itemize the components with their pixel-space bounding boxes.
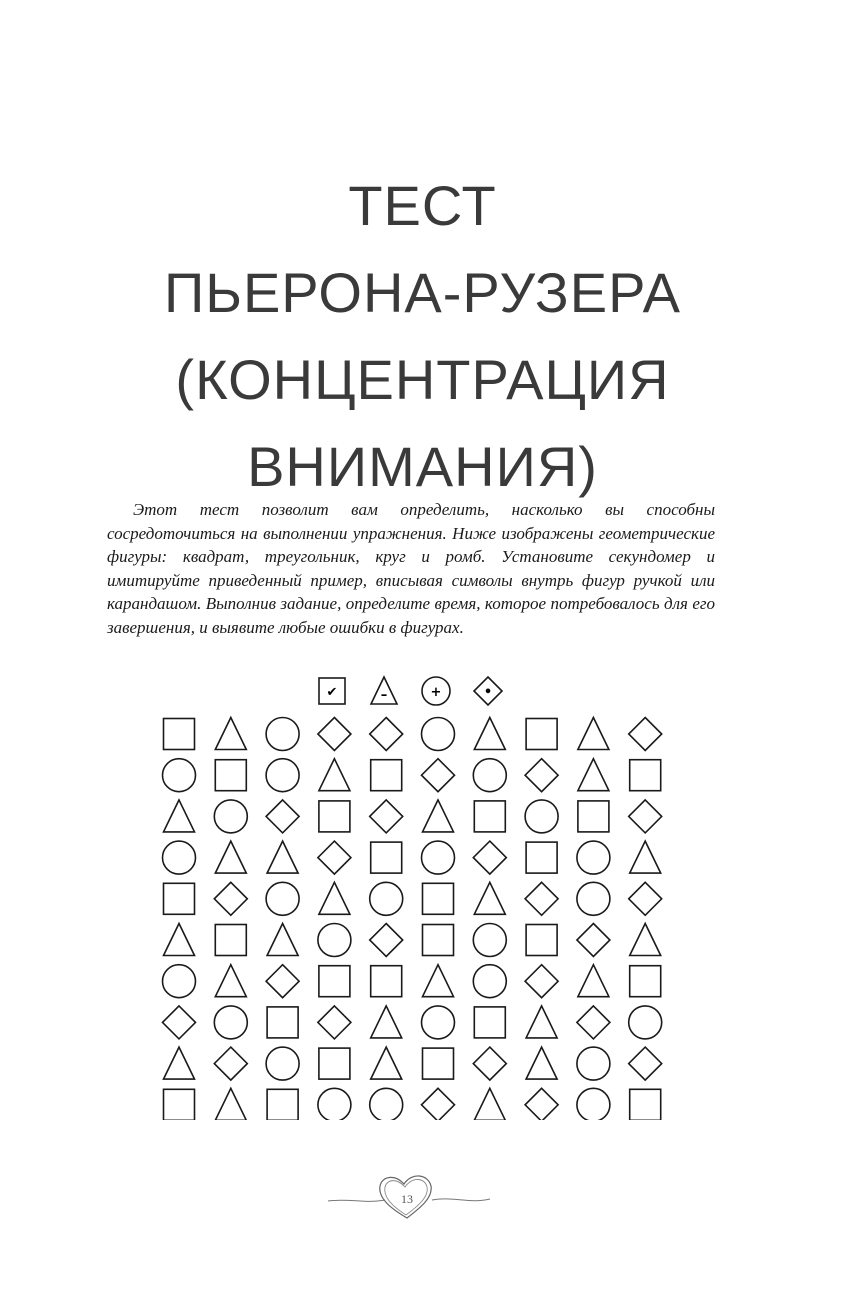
diamond-shape (318, 718, 351, 751)
triangle-shape (474, 1088, 505, 1120)
square-shape (319, 801, 350, 832)
circle-shape (370, 882, 403, 915)
circle-shape (318, 1088, 351, 1120)
triangle-shape (215, 718, 246, 750)
circle-shape (422, 841, 455, 874)
diamond-shape (629, 718, 662, 751)
circle-shape (318, 924, 351, 957)
circle-shape (577, 882, 610, 915)
triangle-shape (267, 841, 298, 873)
shape-grid (0, 700, 845, 1120)
triangle-shape (164, 800, 195, 832)
diamond-shape (370, 718, 403, 751)
triangle-shape (319, 882, 350, 914)
triangle-shape (630, 841, 661, 873)
triangle-shape (630, 924, 661, 956)
circle-shape (370, 1088, 403, 1120)
square-shape (630, 1089, 661, 1120)
circle-shape (473, 759, 506, 792)
diamond-shape (266, 965, 299, 998)
diamond-shape (525, 882, 558, 915)
diamond-shape (422, 759, 455, 792)
legend-symbol: – (380, 688, 388, 703)
square-shape (319, 1048, 350, 1079)
diamond-shape (525, 759, 558, 792)
triangle-shape (215, 965, 246, 997)
diamond-shape (473, 1047, 506, 1080)
circle-shape (422, 1006, 455, 1039)
diamond-shape (318, 1006, 351, 1039)
square-shape (526, 925, 557, 956)
square-shape (423, 883, 454, 914)
square-shape (371, 760, 402, 791)
square-shape (371, 966, 402, 997)
circle-shape (214, 1006, 247, 1039)
triangle-shape (319, 759, 350, 791)
title-line-4: ВНИМАНИЯ) (247, 435, 598, 498)
circle-shape (473, 965, 506, 998)
triangle-shape (215, 841, 246, 873)
square-shape (215, 760, 246, 791)
triangle-shape (474, 718, 505, 750)
triangle-shape (578, 759, 609, 791)
square-shape (267, 1089, 298, 1120)
square-shape (474, 1007, 505, 1038)
square-shape (267, 1007, 298, 1038)
diamond-shape (318, 841, 351, 874)
diamond-shape (629, 1047, 662, 1080)
square-shape (526, 842, 557, 873)
circle-shape (422, 718, 455, 751)
page-number: 13 (401, 1192, 413, 1206)
circle-shape (266, 1047, 299, 1080)
title-line-2: ПЬЕРОНА-РУЗЕРА (163, 261, 682, 324)
triangle-shape (164, 924, 195, 956)
page-title (0, 162, 845, 510)
diamond-shape (577, 1006, 610, 1039)
heart-icon (0, 1162, 845, 1232)
diamond-shape (525, 965, 558, 998)
circle-shape (163, 759, 196, 792)
circle-shape (577, 841, 610, 874)
square-shape (164, 883, 195, 914)
circle-shape (525, 800, 558, 833)
diamond-shape (525, 1088, 558, 1120)
legend-symbol: + (430, 685, 442, 700)
square-shape (423, 1048, 454, 1079)
triangle-shape (423, 965, 454, 997)
circle-shape (577, 1047, 610, 1080)
triangle-shape (164, 1047, 195, 1079)
diamond-shape (473, 841, 506, 874)
square-shape (215, 925, 246, 956)
diamond-shape (422, 1088, 455, 1120)
intro-paragraph: Этот тест позволит вам определить, насколько вы способны сосредоточиться на выполнении упражнения. Ниже изображены геометрические фигуры: квадрат, треугольник, круг и ромб. Установите секундомер и имитируйте приведенный пример, вписывая символы внутрь фигур ручкой или карандашом. Выполнив задание, определите время, которое потребовалось для его завершения, и выявите любые ошибки в фигурах. (107, 500, 715, 637)
circle-shape (214, 800, 247, 833)
title-line-1: ТЕСТ (348, 174, 497, 237)
triangle-shape (526, 1047, 557, 1079)
square-shape (630, 760, 661, 791)
circle-shape (266, 759, 299, 792)
triangle-shape (423, 800, 454, 832)
diamond-shape (370, 800, 403, 833)
diamond-shape (163, 1006, 196, 1039)
diamond-shape (214, 882, 247, 915)
circle-shape (266, 882, 299, 915)
triangle-shape (371, 1006, 402, 1038)
diamond-shape (266, 800, 299, 833)
square-shape (371, 842, 402, 873)
diamond-shape (629, 882, 662, 915)
square-shape (319, 966, 350, 997)
circle-shape (629, 1006, 662, 1039)
circle-shape (266, 718, 299, 751)
triangle-shape (215, 1088, 246, 1120)
circle-shape (163, 965, 196, 998)
title-line-3: (КОНЦЕНТРАЦИЯ (175, 348, 670, 411)
circle-shape (473, 924, 506, 957)
diamond-shape (370, 924, 403, 957)
legend-symbol: ✔ (326, 685, 338, 700)
triangle-shape (526, 1006, 557, 1038)
triangle-shape (578, 718, 609, 750)
circle-shape (163, 841, 196, 874)
square-shape (630, 966, 661, 997)
diamond-shape (577, 924, 610, 957)
triangle-shape (267, 924, 298, 956)
square-shape (164, 719, 195, 750)
circle-shape (577, 1088, 610, 1120)
legend-symbol: • (483, 685, 493, 700)
triangle-shape (371, 1047, 402, 1079)
square-shape (578, 801, 609, 832)
square-shape (474, 801, 505, 832)
triangle-shape (474, 882, 505, 914)
diamond-shape (214, 1047, 247, 1080)
square-shape (526, 719, 557, 750)
triangle-shape (578, 965, 609, 997)
square-shape (423, 925, 454, 956)
square-shape (164, 1089, 195, 1120)
diamond-shape (629, 800, 662, 833)
